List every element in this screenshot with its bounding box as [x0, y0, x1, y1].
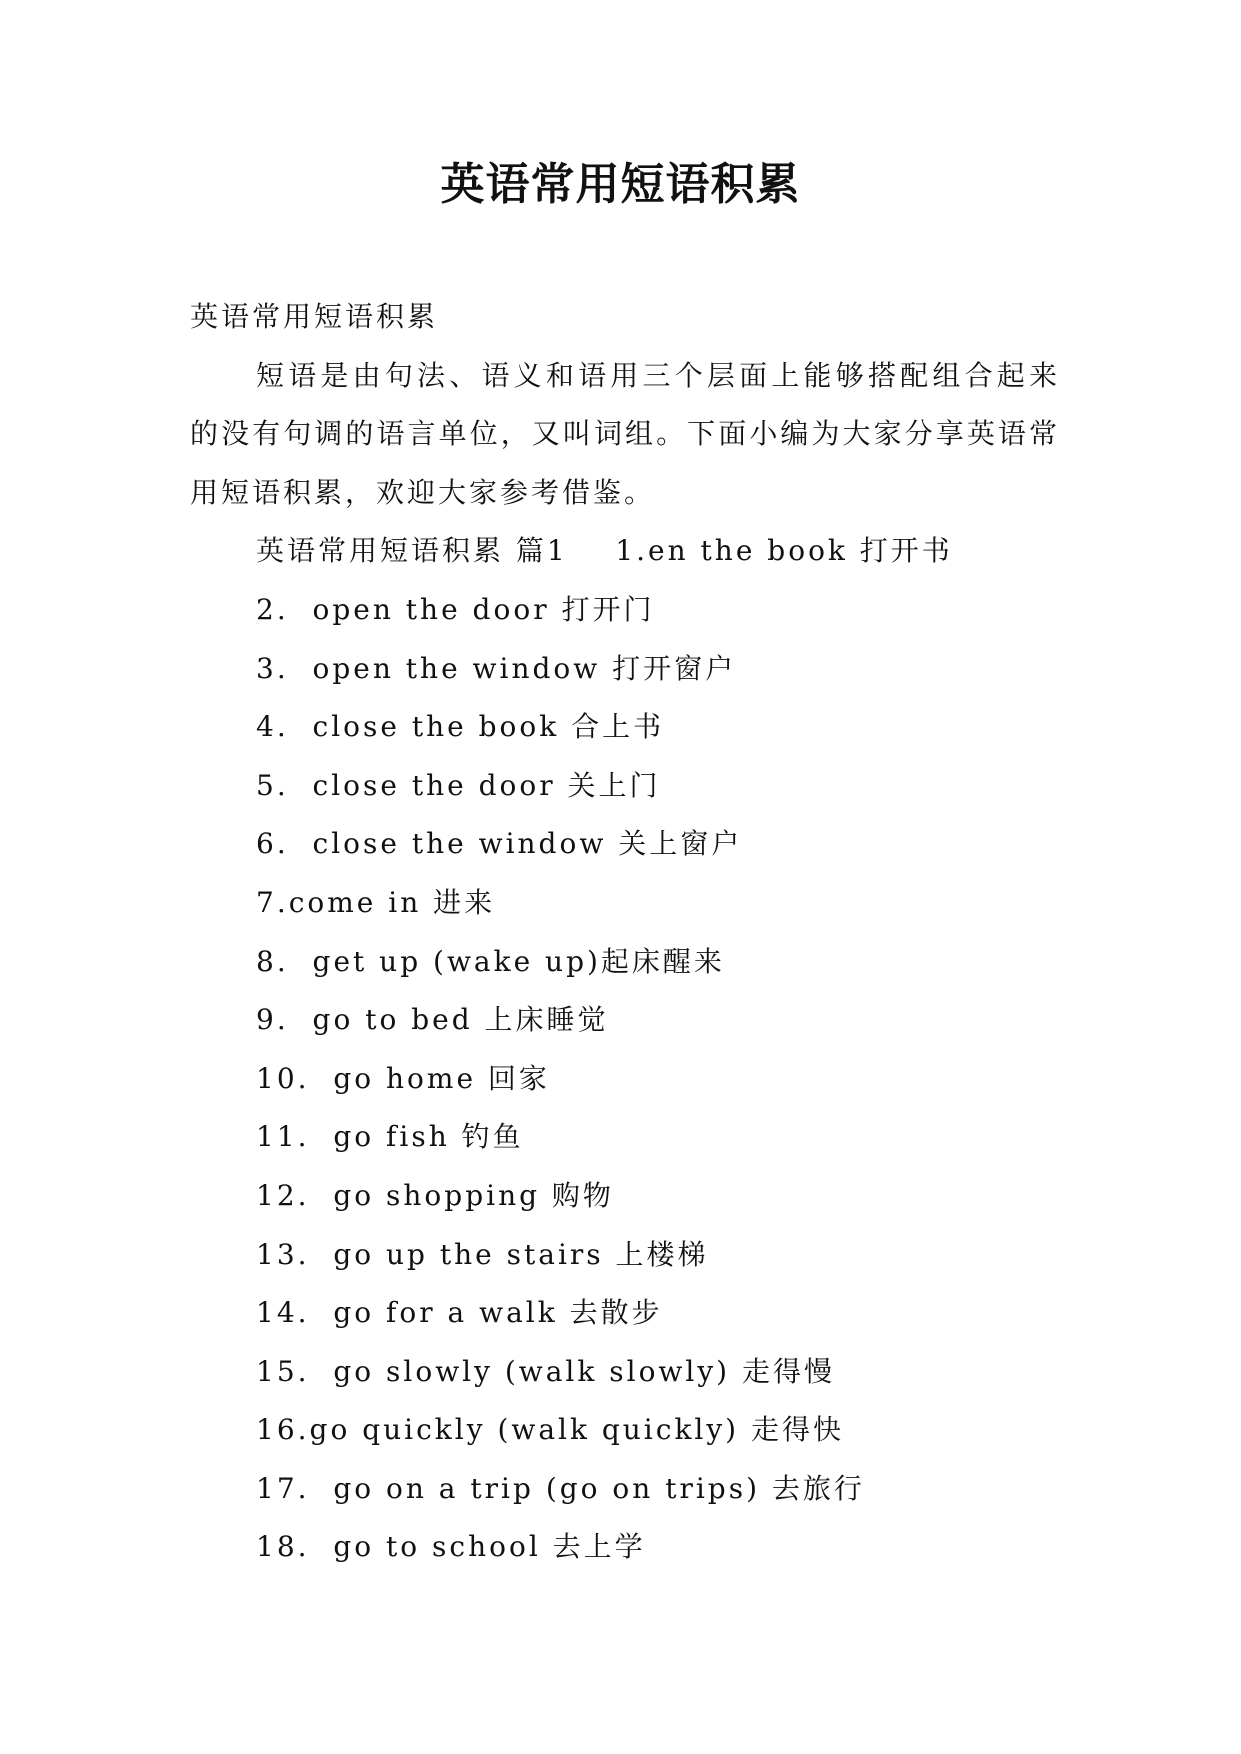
list-item: 6. close the window 关上窗户 — [256, 827, 743, 861]
list-item: 2. open the door 打开门 — [256, 592, 655, 626]
list-item: 14. go for a walk 去散步 — [256, 1296, 663, 1330]
list-item: 3. open the window 打开窗户 — [256, 651, 737, 685]
list-item: 17. go on a trip (go on trips) 去旅行 — [256, 1471, 865, 1505]
section-heading-line: 英语常用短语积累 篇1 1.en the book 打开书 — [256, 534, 953, 568]
list-item: 12. go shopping 购物 — [256, 1178, 614, 1212]
subtitle: 英语常用短语积累 — [190, 300, 439, 333]
document-title: 英语常用短语积累 — [440, 159, 801, 210]
list-item: 11. go fish 钓鱼 — [256, 1120, 524, 1154]
list-item: 16.go quickly (walk quickly) 走得快 — [256, 1413, 845, 1447]
list-item: 5. close the door 关上门 — [256, 768, 661, 802]
phrase-list — [190, 581, 1060, 1577]
list-item: 9. go to bed 上床睡觉 — [256, 1003, 609, 1037]
list-item: 10. go home 回家 — [256, 1061, 550, 1095]
intro-paragraph: 短语是由句法、语义和语用三个层面上能够搭配组合起来的没有句调的语言单位，又叫词组。下面小编为大家分享英语常用短语积累，欢迎大家参考借鉴。 — [190, 358, 1060, 509]
list-item: 15. go slowly (walk slowly) 走得慢 — [256, 1354, 835, 1388]
list-item: 18. go to school 去上学 — [256, 1530, 646, 1564]
list-item: 7.come in 进来 — [256, 885, 496, 919]
list-item: 4. close the book 合上书 — [256, 710, 665, 744]
list-item: 8. get up (wake up)起床醒来 — [256, 944, 725, 978]
list-item: 13. go up the stairs 上楼梯 — [256, 1237, 709, 1271]
document-body — [190, 288, 1060, 1577]
